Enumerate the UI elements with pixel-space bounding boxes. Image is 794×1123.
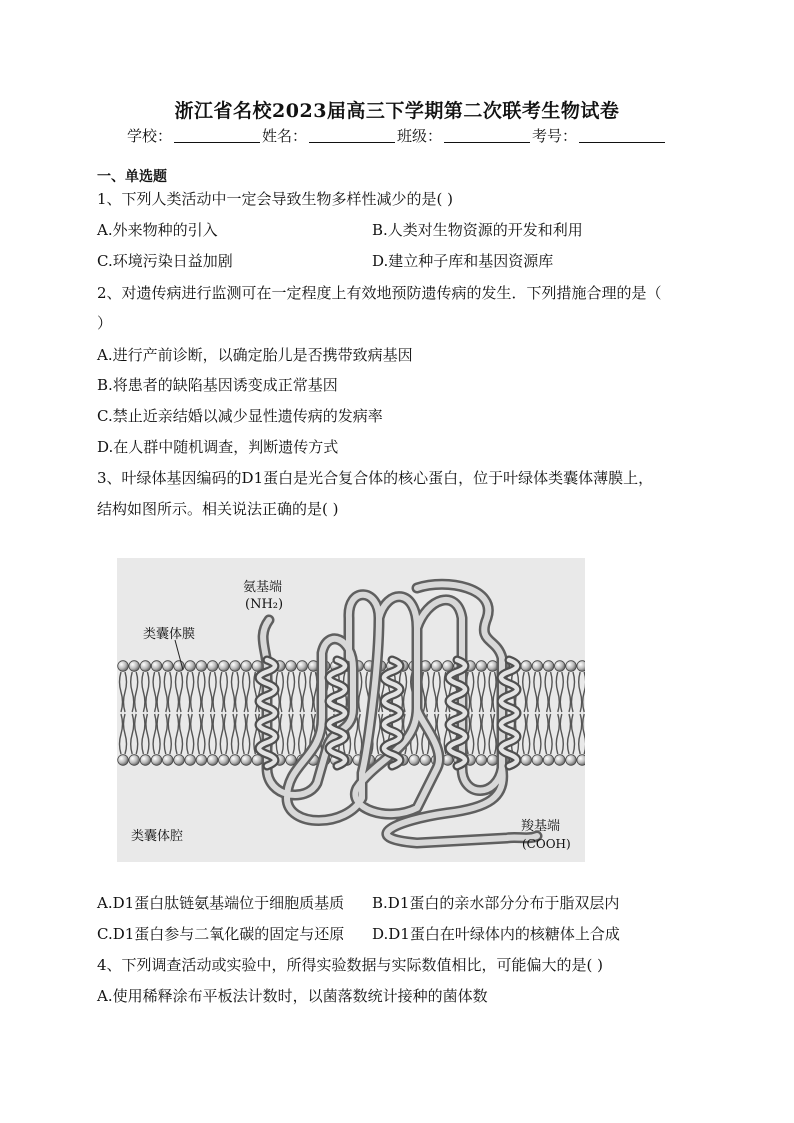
lipid-head xyxy=(297,661,308,672)
lipid-head xyxy=(566,661,577,672)
lipid-head xyxy=(196,661,207,672)
lipid-tail xyxy=(153,714,156,754)
lipid-head xyxy=(476,661,487,672)
lipid-tail xyxy=(292,672,295,712)
exam-title: 浙江省名校2023届高三下学期第二次联考生物试卷 xyxy=(174,100,620,122)
lipid-head xyxy=(140,755,151,766)
lipid-tail xyxy=(202,714,205,754)
lipid-tail xyxy=(478,714,481,754)
amino-end-formula: (NH₂) xyxy=(245,597,284,612)
lipid-tail xyxy=(124,672,127,712)
lipid-head xyxy=(196,755,207,766)
lipid-tail xyxy=(220,672,223,712)
lipid-head xyxy=(151,661,162,672)
lipid-tail xyxy=(198,714,201,754)
q3-option-d: D.D1蛋白在叶绿体内的核糖体上合成 xyxy=(372,925,620,943)
lipid-tail xyxy=(191,714,194,754)
lipid-tail xyxy=(556,672,559,712)
lipid-head xyxy=(577,661,585,672)
q1-stem: 1、下列人类活动中一定会导致生物多样性减少的是( ) xyxy=(97,190,454,208)
lipid-head xyxy=(129,661,140,672)
lipid-head xyxy=(185,755,196,766)
lipid-head xyxy=(566,755,577,766)
carboxyl-end-formula: (COOH) xyxy=(522,837,571,851)
lipid-tail xyxy=(482,672,485,712)
q3-stem-line1: 3、叶绿体基因编码的D1蛋白是光合复合体的核心蛋白，位于叶绿体类囊体薄膜上， xyxy=(97,469,654,487)
q3-stem-line2: 结构如图所示。相关说法正确的是( ) xyxy=(97,500,339,518)
lipid-tail xyxy=(560,672,563,712)
q3-option-a: A.D1蛋白肽链氨基端位于细胞质基质 xyxy=(97,894,345,912)
lipid-tail xyxy=(489,714,492,754)
lipid-tail xyxy=(135,672,138,712)
lipid-tail xyxy=(560,714,563,754)
lipid-tail xyxy=(299,672,302,712)
lipid-tail xyxy=(280,672,283,712)
lipid-tail xyxy=(471,672,474,712)
lipid-tail xyxy=(213,714,216,754)
name-label: 姓名： xyxy=(261,127,307,145)
lipid-tail xyxy=(538,672,541,712)
lipid-tail xyxy=(164,672,167,712)
lipid-tail xyxy=(523,672,526,712)
lipid-tail xyxy=(180,714,183,754)
lipid-tail xyxy=(164,714,167,754)
lipid-tail xyxy=(527,714,530,754)
lipid-tail xyxy=(572,672,575,712)
lipid-head xyxy=(420,755,431,766)
amino-end-label: 氨基端 xyxy=(243,580,283,595)
q1-option-a: A.外来物种的引入 xyxy=(97,221,218,239)
q2-stem-line2: ） xyxy=(97,314,113,332)
lipid-tail xyxy=(131,714,134,754)
lipid-tail xyxy=(232,672,235,712)
lipid-tail xyxy=(232,714,235,754)
lipid-head xyxy=(532,661,543,672)
lipid-head xyxy=(555,755,566,766)
lipid-tail xyxy=(292,714,295,754)
q1-option-d: D.建立种子库和基因资源库 xyxy=(372,252,554,270)
exam-no-label: 考号： xyxy=(532,127,578,145)
q4-stem: 4、下列调查活动或实验中，所得实验数据与实际数值相比，可能偏大的是( ) xyxy=(97,956,604,974)
lipid-tail xyxy=(433,672,436,712)
lipid-tail xyxy=(209,672,212,712)
q2-option-c: C.禁止近亲结婚以减少显性遗传病的发病率 xyxy=(97,407,383,425)
lipid-tail xyxy=(247,672,250,712)
lipid-tail xyxy=(176,672,179,712)
lipid-tail xyxy=(538,714,541,754)
lipid-tail xyxy=(168,672,171,712)
q2-stem-line1: 2、对遗传病进行监测可在一定程度上有效地预防遗传病的发生．下列措施合理的是（ xyxy=(97,284,662,302)
lipid-tail xyxy=(187,672,190,712)
q3-option-c: C.D1蛋白参与二氧化碳的固定与还原 xyxy=(97,925,345,943)
lipid-tail xyxy=(280,714,283,754)
lipid-tail xyxy=(299,714,302,754)
lipid-tail xyxy=(224,714,227,754)
student-info-row xyxy=(0,125,794,146)
lipid-head xyxy=(431,661,442,672)
lipid-head xyxy=(151,755,162,766)
thylakoid-lumen-label: 类囊体腔 xyxy=(131,829,184,844)
lipid-head xyxy=(487,661,498,672)
lipid-tail xyxy=(209,714,212,754)
lipid-tail xyxy=(120,672,123,712)
q2-option-b: B.将患者的缺陷基因诱变成正常基因 xyxy=(97,376,338,394)
lipid-head xyxy=(487,755,498,766)
lipid-head xyxy=(409,755,420,766)
lipid-tail xyxy=(314,672,317,712)
lipid-tail xyxy=(146,672,149,712)
lipid-tail xyxy=(545,672,548,712)
lipid-tail xyxy=(359,672,362,712)
lipid-head xyxy=(543,755,554,766)
lipid-tail xyxy=(549,672,552,712)
q3-option-b: B.D1蛋白的亲水部分分布于脂双层内 xyxy=(372,894,620,912)
lipid-tail xyxy=(583,714,585,754)
lipid-head xyxy=(230,661,241,672)
lipid-tail xyxy=(124,714,127,754)
lipid-head xyxy=(185,661,196,672)
lipid-head xyxy=(219,755,230,766)
lipid-tail xyxy=(135,714,138,754)
lipid-tail xyxy=(202,672,205,712)
lipid-head xyxy=(140,661,151,672)
lipid-tail xyxy=(437,672,440,712)
lipid-tail xyxy=(534,672,537,712)
lipid-head xyxy=(163,661,174,672)
lipid-tail xyxy=(213,672,216,712)
lipid-head xyxy=(521,661,532,672)
lipid-tail xyxy=(180,672,183,712)
q2-option-d: D.在人群中随机调查，判断遗传方式 xyxy=(97,438,339,456)
school-blank[interactable] xyxy=(174,128,260,143)
lipid-head xyxy=(241,661,252,672)
lipid-tail xyxy=(142,714,145,754)
d1-protein-membrane-figure xyxy=(117,558,585,862)
lipid-head xyxy=(207,755,218,766)
lipid-tail xyxy=(310,672,313,712)
lipid-tail xyxy=(168,714,171,754)
section-heading: 一、单选题 xyxy=(97,169,167,185)
lipid-head xyxy=(555,661,566,672)
lipid-tail xyxy=(579,672,582,712)
lipid-head xyxy=(207,661,218,672)
lipid-head xyxy=(286,661,297,672)
lipid-tail xyxy=(579,714,582,754)
lipid-tail xyxy=(482,714,485,754)
lipid-tail xyxy=(489,672,492,712)
lipid-tail xyxy=(157,714,160,754)
class-label: 班级： xyxy=(397,127,443,145)
lipid-tail xyxy=(236,714,239,754)
name-blank[interactable] xyxy=(309,128,395,143)
lipid-tail xyxy=(493,672,496,712)
lipid-tail xyxy=(157,672,160,712)
lipid-tail xyxy=(191,672,194,712)
lipid-tail xyxy=(243,672,246,712)
lipid-tail xyxy=(549,714,552,754)
lipid-head xyxy=(532,755,543,766)
q1-option-b: B.人类对生物资源的开发和利用 xyxy=(372,221,583,239)
lipid-tail xyxy=(534,714,537,754)
lipid-tail xyxy=(146,714,149,754)
lipid-tail xyxy=(478,672,481,712)
lipid-tail xyxy=(288,672,291,712)
lipid-head xyxy=(163,755,174,766)
membrane-diagram xyxy=(117,558,585,862)
lipid-tail xyxy=(426,672,429,712)
q4-option-a: A.使用稀释涂布平板法计数时，以菌落数统计接种的菌体数 xyxy=(97,987,488,1005)
lipid-tail xyxy=(303,714,306,754)
carboxyl-end-label: 羧基端 xyxy=(521,819,561,834)
lipid-tail xyxy=(556,714,559,754)
lipid-tail xyxy=(523,714,526,754)
lipid-tail xyxy=(545,714,548,754)
lipid-head xyxy=(577,755,585,766)
lipid-tail xyxy=(243,714,246,754)
lipid-head xyxy=(174,755,185,766)
lipid-tail xyxy=(527,672,530,712)
lipid-head xyxy=(219,661,230,672)
lipid-tail xyxy=(493,714,496,754)
lipid-head xyxy=(476,755,487,766)
lipid-tail xyxy=(471,714,474,754)
lipid-tail xyxy=(198,672,201,712)
lipid-tail xyxy=(224,672,227,712)
lipid-tail xyxy=(236,672,239,712)
lipid-tail xyxy=(187,714,190,754)
lipid-tail xyxy=(568,714,571,754)
lipid-head xyxy=(521,755,532,766)
lipid-tail xyxy=(288,714,291,754)
class-blank[interactable] xyxy=(444,128,530,143)
lipid-tail xyxy=(176,714,179,754)
lipid-head xyxy=(230,755,241,766)
thylakoid-membrane-label: 类囊体膜 xyxy=(143,627,196,642)
lipid-tail xyxy=(568,672,571,712)
q1-option-c: C.环境污染日益加剧 xyxy=(97,252,233,270)
lipid-head xyxy=(118,755,129,766)
lipid-tail xyxy=(131,672,134,712)
lipid-tail xyxy=(572,714,575,754)
lipid-head xyxy=(543,661,554,672)
lipid-tail xyxy=(142,672,145,712)
lipid-head xyxy=(129,755,140,766)
lipid-tail xyxy=(220,714,223,754)
q2-option-a: A.进行产前诊断，以确定胎儿是否携带致病基因 xyxy=(97,346,413,364)
lipid-head xyxy=(241,755,252,766)
lipid-tail xyxy=(583,672,585,712)
lipid-tail xyxy=(303,672,306,712)
exam-no-blank[interactable] xyxy=(579,128,665,143)
lipid-tail xyxy=(120,714,123,754)
lipid-head xyxy=(118,661,129,672)
school-label: 学校： xyxy=(126,127,172,145)
lipid-tail xyxy=(247,714,250,754)
lipid-tail xyxy=(153,672,156,712)
